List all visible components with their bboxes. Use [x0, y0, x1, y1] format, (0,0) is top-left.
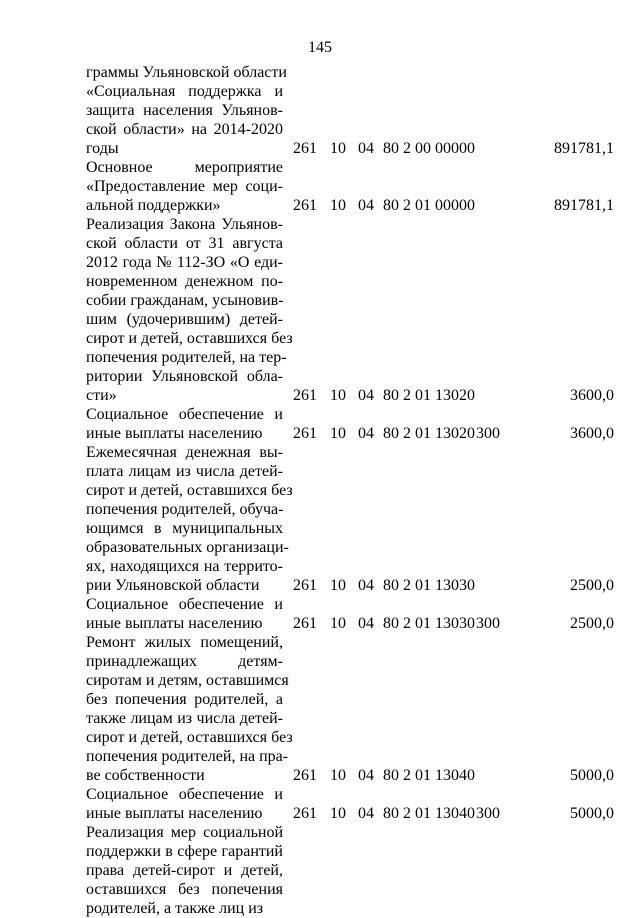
- description-line: ской области от 31 августа: [86, 235, 283, 252]
- description-line: сирот и детей, оставшихся без: [86, 729, 293, 746]
- amount: 891781,1: [554, 197, 614, 214]
- description-line: защита населения Ульянов-: [86, 102, 283, 119]
- subsection-code: 04: [358, 140, 374, 157]
- row-description: [86, 215, 293, 405]
- section-code: 10: [330, 197, 346, 214]
- description-line: Социальное обеспечение и: [86, 406, 283, 423]
- target-article-code: 80 2 01 13020: [383, 425, 475, 442]
- table-row: [0, 158, 640, 215]
- description-line: иные выплаты населению: [86, 805, 263, 822]
- description-line: ющимся в муниципальных: [86, 520, 283, 537]
- description-line: иные выплаты населению: [86, 615, 263, 632]
- description-line: ской области» на 2014-2020: [86, 121, 283, 138]
- row-codes: [0, 196, 640, 215]
- target-article-code: 80 2 01 13030: [383, 615, 475, 632]
- target-article-code: 80 2 01 13030: [383, 577, 475, 594]
- table-row: [0, 405, 640, 443]
- subsection-code: 04: [358, 615, 374, 632]
- ministry-code: 261: [293, 387, 317, 404]
- description-line: иные выплаты населению: [86, 425, 263, 442]
- budget-table: [0, 63, 640, 918]
- description-line: сти»: [86, 387, 117, 404]
- description-line: ях, находящихся на террито-: [86, 558, 283, 575]
- description-line: оставшихся без попечения: [86, 881, 283, 898]
- expense-type-code: 300: [476, 425, 500, 442]
- table-row: [0, 443, 640, 595]
- row-description: [86, 443, 293, 595]
- description-line: новременном денежном по-: [86, 273, 283, 290]
- section-code: 10: [330, 615, 346, 632]
- amount: 3600,0: [570, 425, 614, 442]
- description-line: альной поддержки»: [86, 197, 221, 214]
- expense-type-code: 300: [476, 615, 500, 632]
- description-line: права детей-сирот и детей,: [86, 862, 283, 879]
- description-line: шим (удочерившим) детей-: [86, 311, 283, 328]
- description-line: «Социальная поддержка и: [86, 83, 283, 100]
- row-codes: [0, 804, 640, 823]
- subsection-code: 04: [358, 767, 374, 784]
- subsection-code: 04: [358, 805, 374, 822]
- description-line: собии гражданам, усыновив-: [86, 292, 284, 309]
- ministry-code: 261: [293, 197, 317, 214]
- expense-type-code: 300: [476, 805, 500, 822]
- description-line: рии Ульяновской области: [86, 577, 260, 594]
- description-line: сирот и детей, оставшихся без: [86, 330, 293, 347]
- description-line: плата лицам из числа детей-: [86, 463, 283, 480]
- description-line: Социальное обеспечение и: [86, 596, 283, 613]
- target-article-code: 80 2 00 00000: [383, 140, 475, 157]
- ministry-code: 261: [293, 140, 317, 157]
- ministry-code: 261: [293, 425, 317, 442]
- description-line: Основное мероприятие: [86, 159, 283, 176]
- description-line: ритории Ульяновской обла-: [86, 368, 283, 385]
- section-code: 10: [330, 425, 346, 442]
- target-article-code: 80 2 01 00000: [383, 197, 475, 214]
- target-article-code: 80 2 01 13040: [383, 805, 475, 822]
- section-code: 10: [330, 140, 346, 157]
- description-line: Реализация Закона Ульянов-: [86, 216, 283, 233]
- description-line: ве собственности: [86, 767, 205, 784]
- description-line: Реализация мер социальной: [86, 824, 283, 841]
- subsection-code: 04: [358, 577, 374, 594]
- description-line: Социальное обеспечение и: [86, 786, 283, 803]
- table-row: [0, 215, 640, 405]
- amount: 5000,0: [570, 805, 614, 822]
- description-line: попечения родителей, на тер-: [86, 349, 287, 366]
- description-line: сирот и детей, оставшихся без: [86, 482, 293, 499]
- description-line: принадлежащих детям-: [86, 653, 283, 670]
- description-line: родителей, а также лиц из: [86, 900, 264, 917]
- row-codes: [0, 576, 640, 595]
- table-row: [0, 63, 640, 158]
- amount: 891781,1: [554, 140, 614, 157]
- table-row: [0, 633, 640, 785]
- section-code: 10: [330, 577, 346, 594]
- amount: 2500,0: [570, 577, 614, 594]
- target-article-code: 80 2 01 13020: [383, 387, 475, 404]
- description-line: поддержки в сфере гарантий: [86, 843, 283, 860]
- description-line: также лицам из числа детей-: [86, 710, 283, 727]
- subsection-code: 04: [358, 425, 374, 442]
- ministry-code: 261: [293, 805, 317, 822]
- description-line: «Предоставление мер соци-: [86, 178, 283, 195]
- description-line: Ремонт жилых помещений,: [86, 634, 283, 651]
- description-line: попечения родителей, обуча-: [86, 501, 284, 518]
- section-code: 10: [330, 387, 346, 404]
- table-row: [0, 595, 640, 633]
- description-line: граммы Ульяновской области: [86, 64, 287, 81]
- amount: 5000,0: [570, 767, 614, 784]
- ministry-code: 261: [293, 615, 317, 632]
- row-codes: [0, 614, 640, 633]
- amount: 3600,0: [570, 387, 614, 404]
- description-line: 2012 года № 112-ЗО «О еди-: [86, 254, 283, 271]
- description-line: Ежемесячная денежная вы-: [86, 444, 283, 461]
- row-codes: [0, 766, 640, 785]
- amount: 2500,0: [570, 615, 614, 632]
- page-number: 145: [308, 39, 332, 56]
- table-row: [0, 823, 640, 918]
- row-codes: [0, 386, 640, 405]
- target-article-code: 80 2 01 13040: [383, 767, 475, 784]
- row-description: [86, 633, 293, 785]
- ministry-code: 261: [293, 767, 317, 784]
- section-code: 10: [330, 805, 346, 822]
- row-codes: [0, 899, 640, 918]
- table-row: [0, 785, 640, 823]
- section-code: 10: [330, 767, 346, 784]
- subsection-code: 04: [358, 197, 374, 214]
- row-codes: [0, 424, 640, 443]
- description-line: попечения родителей, на пра-: [86, 748, 289, 765]
- row-codes: [0, 139, 640, 158]
- ministry-code: 261: [293, 577, 317, 594]
- description-line: образовательных организаци-: [86, 539, 289, 556]
- description-line: сиротам и детям, оставшимся: [86, 672, 289, 689]
- subsection-code: 04: [358, 387, 374, 404]
- description-line: без попечения родителей, а: [86, 691, 283, 708]
- description-line: годы: [86, 140, 119, 157]
